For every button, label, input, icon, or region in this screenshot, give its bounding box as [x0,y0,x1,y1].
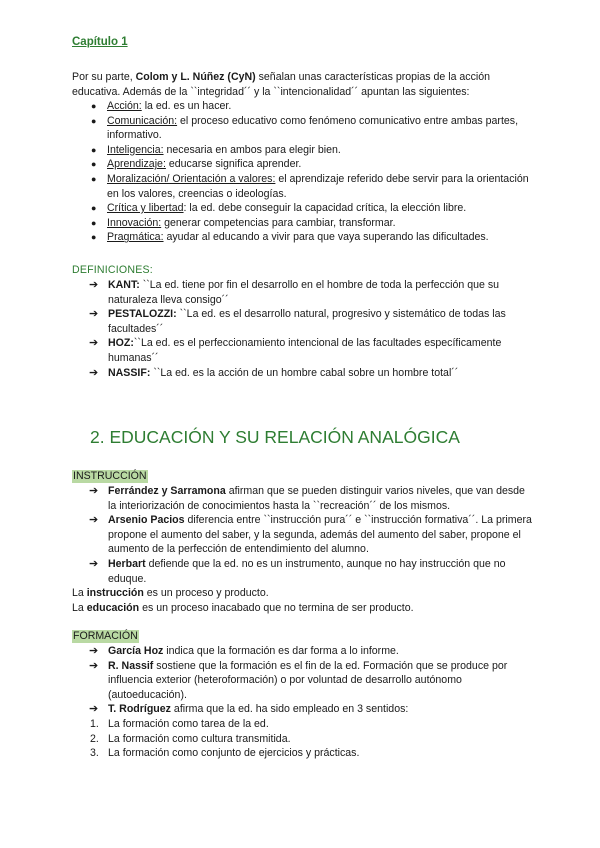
term-description: necesaria en ambos para elegir bien. [163,143,341,156]
arrow-icon: ➔ [89,279,99,291]
intro-text: Por su parte, [72,71,136,83]
bullet-icon: ● [91,217,97,228]
item-text: La formación como conjunto de ejercicios y prácticas. [108,747,360,760]
term: Comunicación: [107,114,178,127]
term-description: el aprendizaje referido debe servir para la orientación en los valores, creencias o ideologías. [107,172,529,200]
item-author: Herbart [108,557,146,570]
line-keyword: instrucción [86,587,144,599]
item-number: 2. [90,732,99,745]
line-text: La [72,602,87,614]
list-item [91,172,531,201]
term-description: el proceso educativo como fenómeno comunicativo entre ambas partes, informativo. [107,114,519,142]
line-text: es un proceso inacabado que no termina de ser producto. [139,602,414,614]
formacion-senses-list [90,717,530,761]
list-item [89,307,534,336]
item-text: sostiene que la formación es el fin de la ed. Formación que se produce por influencia exterior (heteroformación) o por voluntad de desarrollo autónomo (autoeducación). [108,659,508,701]
item-author: Arsenio Pacios [108,514,185,527]
bullet-icon: ● [91,101,97,111]
arrow-icon: ➔ [89,514,99,527]
list-item [91,216,531,231]
item-author: Ferrández y Sarramona [108,485,226,497]
term-description: ayudar al educando a vivir para que vaya superando las dificultades. [163,231,489,244]
line-text: La [72,587,87,599]
instruccion-line [72,586,532,601]
line-text: es un proceso y producto. [143,587,269,599]
intro-text-end: señalan unas características propias de la acción educativa. Además de la ``integridad´´ y la ``intencionalidad´´ apuntan las siguientes: [72,71,491,98]
item-text: indica que la formación es dar forma a lo informe. [163,645,399,657]
bullet-icon: ● [91,232,97,243]
arrow-icon: ➔ [89,659,99,672]
list-item [90,746,530,761]
term: Inteligencia: [107,143,164,156]
definitions-list [89,278,534,380]
list-item [91,143,531,158]
term-description: : la ed. debe conseguir la capacidad crítica, la elección libre. [183,202,467,215]
chapter-title: Capítulo 1 [72,36,128,48]
item-number: 3. [90,747,99,760]
section-title: 2. EDUCACIÓN Y SU RELACIÓN ANALÓGICA [90,427,460,447]
list-item [89,702,534,717]
item-number: 1. [90,718,99,730]
list-item [89,278,534,307]
term: Crítica y libertad [107,202,184,215]
item-author: García Hoz [108,645,164,657]
arrow-icon: ➔ [89,308,99,321]
item-author: T. Rodríguez [108,703,171,716]
arrow-icon: ➔ [89,485,99,497]
arrow-icon: ➔ [89,557,99,570]
definition-text: ``La ed. es el desarrollo natural, progresivo y sistemático de todas las facultades´´ [108,308,506,335]
item-text: La formación como tarea de la ed. [108,718,269,730]
list-item [91,230,531,245]
list-item [89,484,534,513]
list-item [89,557,534,586]
list-item [90,717,530,732]
arrow-icon: ➔ [89,703,99,716]
item-text: diferencia entre ``instrucción pura´´ e ``instrucción formativa´´. La primera propone el aumento del saber, y la segunda, además del aumento del saber, propone el aumento de la perfección de entendimiento del alumno. [108,514,532,556]
definition-text: ``La ed. tiene por fin el desarrollo en el hombre de toda la perfección que su naturaleza lleva consigo´´ [108,279,500,306]
list-item [91,201,531,216]
bullet-icon: ● [91,203,97,214]
intro-authors: Colom y L. Núñez (CyN) [135,71,256,83]
bullet-icon: ● [91,144,97,155]
definition-author: PESTALOZZI: [108,308,177,321]
intro-paragraph [72,70,532,99]
definition-text: ``La ed. es la acción de un hombre cabal sobre un hombre total´´ [150,366,459,379]
term: Innovación: [107,216,162,229]
instruccion-list [89,484,534,586]
line-keyword: educación [86,602,140,614]
arrow-icon: ➔ [89,337,99,350]
term: Moralización/ Orientación a valores: [107,172,276,185]
term: Pragmática: [107,231,164,244]
instruccion-label: INSTRUCCIÓN [73,470,147,482]
arrow-icon: ➔ [89,366,99,379]
term: Aprendizaje: [107,158,166,171]
list-item [91,157,531,172]
list-item [89,366,534,381]
item-text: defiende que la ed. no es un instrumento, aunque no hay instrucción que no eduque. [108,557,506,585]
item-text: afirma que la ed. ha sido empleado en 3 sentidos: [170,703,409,716]
definition-text: ``La ed. es el perfeccionamiento intencional de las facultades específicamente humanas´´ [108,337,502,364]
formacion-list [89,644,534,717]
bullet-icon: ● [91,159,97,170]
term-description: generar competencias para cambiar, transformar. [161,216,396,229]
item-text: afirman que se pueden distinguir varios niveles, que van desde la interiorización de conocimientos hasta la ``recreación´´ de los mismos. [108,485,525,512]
list-item [89,644,534,659]
term-description: la ed. es un hacer. [141,100,232,112]
formacion-label: FORMACIÓN [73,630,138,642]
bullet-icon: ● [91,115,97,126]
list-item [89,336,534,365]
list-item [91,99,531,114]
definition-author: NASSIF: [108,366,151,379]
characteristics-list [91,99,531,245]
list-item [90,732,530,747]
list-item [89,659,534,703]
definition-author: HOZ: [108,337,134,350]
term-description: educarse significa aprender. [165,158,302,171]
educacion-line [72,601,532,616]
definitions-title: DEFINICIONES: [72,264,153,276]
term: Acción: [107,100,142,112]
arrow-icon: ➔ [89,645,99,657]
item-author: R. Nassif [108,659,154,672]
definition-author: KANT: [108,279,140,291]
bullet-icon: ● [91,173,97,184]
list-item [89,513,534,557]
item-text: La formación como cultura transmitida. [108,732,291,745]
list-item [91,114,531,143]
